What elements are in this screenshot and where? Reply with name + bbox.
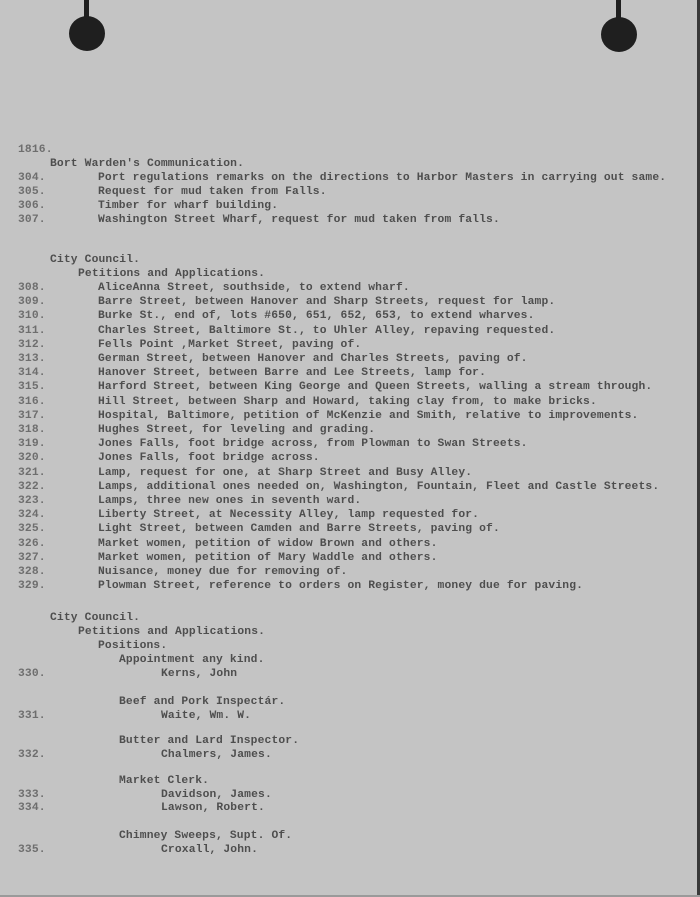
item-number: 321. [18,466,46,479]
item-text: Lamps, three new ones in seventh ward. [98,495,362,507]
item-number: 320. [18,452,46,465]
item-number: 312. [18,338,46,351]
item-text: Nuisance, money due for removing of. [98,566,348,578]
item-text: Charles Street, Baltimore St., to Uhler Alley, repaving requested. [98,324,556,337]
section-heading: Bort Warden's Communication. [50,158,245,170]
item-text: Washington Street Wharf, request for mud taken from falls. [98,214,500,226]
item-text: Plowman Street, reference to orders on Register, money due for paving. [98,580,584,593]
item-text: Request for mud taken from Falls. [98,186,327,198]
item-text: Lamp, request for one, at Sharp Street and Busy Alley. [98,466,473,479]
item-text: Fells Point ,Market Street, paving of. [98,338,362,351]
item-text: Jones Falls, foot bridge across, from Plowman to Swan Streets. [98,438,528,451]
position-title: Market Clerk. [119,775,210,787]
item-text: Burke St., end of, lots #650, 651, 652, 653, to extend wharves. [98,310,535,323]
item-number: 322. [18,480,46,493]
item-number: 311. [18,324,46,337]
binder-hole-right [601,17,637,52]
item-number: 315. [18,381,46,394]
applicant-name: Lawson, Robert. [161,802,265,814]
item-text: Hughes Street, for leveling and grading. [98,424,376,436]
item-number: 309. [18,296,46,309]
item-text: Harford Street, between King George and Queen Streets, walling a stream through. [98,381,653,394]
item-number: 306. [18,200,46,212]
applicant-name: Croxall, John. [161,844,259,856]
item-text: German Street, between Hanover and Charles Streets, paving of. [98,353,528,365]
position-title: Appointment any kind. [119,654,265,666]
item-number: 328. [18,566,46,578]
item-number: 317. [18,409,46,422]
item-number: 318. [18,424,46,436]
item-number: 329. [18,580,46,593]
item-number: 313. [18,353,46,365]
applicant-name: Chalmers, James. [161,749,272,761]
position-title: Butter and Lard Inspector. [119,735,300,747]
item-number: 304. [18,172,46,184]
applicant-name: Waite, Wm. W. [161,710,252,722]
item-number: 325. [18,523,46,536]
item-number: 316. [18,395,46,408]
item-text: Hill Street, between Sharp and Howard, taking clay from, to make bricks. [98,395,597,408]
item-number: 324. [18,509,46,522]
section-heading: City Council. [50,254,141,266]
item-text: Liberty Street, at Necessity Alley, lamp requested for. [98,509,480,522]
item-text: Timber for wharf building. [98,200,279,212]
item-text: Jones Falls, foot bridge across. [98,452,320,465]
item-number: 307. [18,214,46,226]
item-text: Market women, petition of widow Brown and others. [98,537,438,550]
item-number: 333. [18,789,46,801]
item-text: AliceAnna Street, southside, to extend wharf. [98,282,410,294]
section-subsubheading: Positions. [98,640,168,652]
item-number: 330. [18,668,46,680]
item-number: 326. [18,537,46,550]
item-number: 335. [18,844,46,856]
position-title: Beef and Pork Inspectár. [119,696,286,708]
position-title: Chimney Sweeps, Supt. Of. [119,830,293,842]
item-number: 308. [18,282,46,294]
item-number: 319. [18,438,46,451]
item-number: 305. [18,186,46,198]
applicant-name: Kerns, John [161,668,238,680]
item-number: 331. [18,710,46,722]
item-number: 314. [18,367,46,380]
item-text: Light Street, between Camden and Barre Streets, paving of. [98,523,500,536]
item-text: Hanover Street, between Barre and Lee Streets, lamp for. [98,367,487,380]
item-text: Hospital, Baltimore, petition of McKenzie and Smith, relative to improvements. [98,409,639,422]
item-text: Barre Street, between Hanover and Sharp Streets, request for lamp. [98,296,556,309]
section-subheading: Petitions and Applications. [78,268,266,280]
item-number: 334. [18,802,46,814]
binder-hole-left [69,16,105,51]
item-number: 310. [18,310,46,323]
year-label: 1816. [18,144,53,156]
item-text: Lamps, additional ones needed on, Washington, Fountain, Fleet and Castle Streets. [98,480,660,493]
section-subheading: Petitions and Applications. [78,626,266,638]
item-number: 332. [18,749,46,761]
item-number: 327. [18,551,46,564]
applicant-name: Davidson, James. [161,789,272,801]
item-text: Port regulations remarks on the directions to Harbor Masters in carrying out same. [98,172,667,184]
item-text: Market women, petition of Mary Waddle and others. [98,551,438,564]
item-number: 323. [18,495,46,507]
section-heading: City Council. [50,612,141,624]
